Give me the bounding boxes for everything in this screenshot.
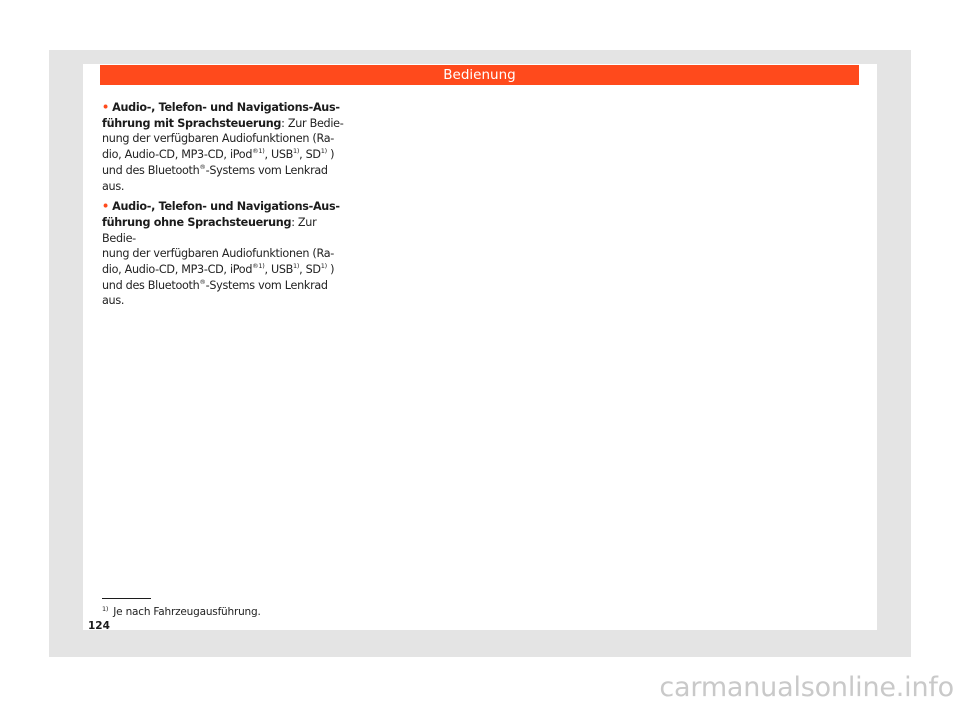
- list-item: • Audio-, Telefon- und Navigations-Aus- führung mit Sprachsteuerung: Zur Bedie- nung der verfügbaren Audiofunktionen (Ra- dio, Audio-CD, MP3-CD, iPod$^{®1)}$, USB$^{1)}$, SD$^{1)}$ ) und des Bluetooth®-Systems vom Lenkrad aus.: [102, 101, 344, 193]
- section-header-bar: [100, 65, 859, 85]
- footnote-divider: [102, 598, 151, 599]
- page-number: 124: [88, 620, 110, 632]
- item-heading: Audio-, Telefon- und Navigations-Aus- führung ohne Sprachsteuerung: [102, 200, 340, 229]
- footnote-text: Je nach Fahrzeugausführung.: [113, 606, 261, 618]
- item-heading: Audio-, Telefon- und Navigations-Aus- führung mit Sprachsteuerung: [102, 101, 340, 130]
- watermark-text: carmanualsonline.info: [659, 672, 954, 703]
- bullet-icon: •: [102, 101, 109, 114]
- footnote-marker: 1): [102, 605, 109, 613]
- section-title: Bedienung: [443, 67, 516, 83]
- bullet-icon: •: [102, 200, 109, 214]
- list-item: • Audio-, Telefon- und Navigations-Aus- führung ohne Sprachsteuerung: Zur Bedie- nung der verfügbaren Audiofunktionen (Ra- dio, Audio-CD, MP3-CD, iPod$^{®1)}$, USB$^{1)}$, SD$^{1)}$ ) und des Bluetooth®-Systems vom Lenkrad aus.: [102, 200, 340, 308]
- body-content: [102, 100, 352, 314]
- footnote: [102, 606, 261, 618]
